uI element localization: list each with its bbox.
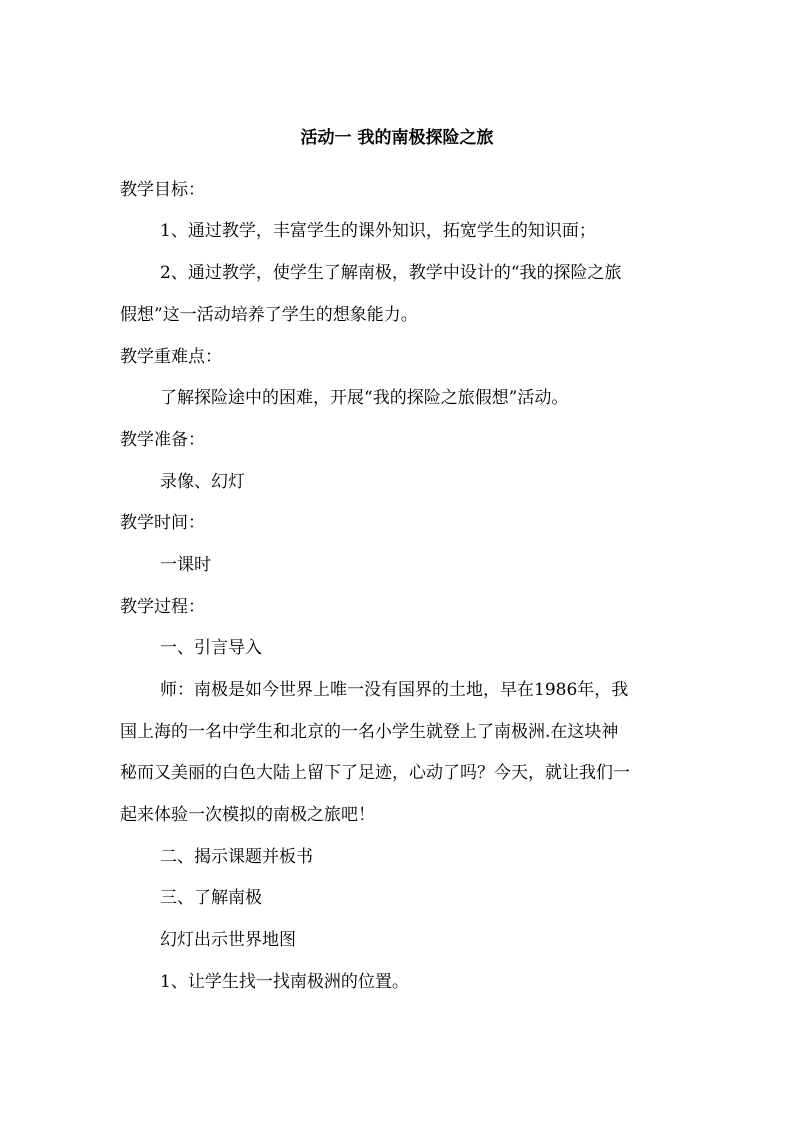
section-heading-objectives: 教学目标： — [120, 180, 205, 200]
paragraph-line: 一、引言导入 — [160, 638, 262, 658]
paragraph-line: 1、让学生找一找南极洲的位置。 — [160, 972, 409, 992]
paragraph-line: 了解探险途中的困难，开展“我的探险之旅假想”活动。 — [160, 388, 569, 408]
paragraph-line: 秘而又美丽的白色大陆上留下了足迹，心动了吗？今天，就让我们一 — [120, 763, 630, 783]
document-title: 活动一 我的南极探险之旅 — [300, 128, 494, 148]
paragraph-line: 师：南极是如今世界上唯一没有国界的土地，早在1986年，我 — [160, 680, 629, 700]
paragraph-line: 起来体验一次模拟的南极之旅吧！ — [120, 805, 375, 825]
paragraph-line: 幻灯出示世界地图 — [160, 930, 296, 950]
paragraph-line: 录像、幻灯 — [160, 472, 245, 492]
paragraph-line: 二、揭示课题并板书 — [160, 847, 313, 867]
section-heading-preparation: 教学准备： — [120, 430, 205, 450]
section-heading-time: 教学时间： — [120, 513, 205, 533]
paragraph-line: 2、通过教学，使学生了解南极，教学中设计的“我的探险之旅 — [160, 263, 622, 283]
paragraph-line: 一课时 — [160, 555, 211, 575]
paragraph-line: 假想”这一活动培养了学生的想象能力。 — [120, 305, 418, 325]
paragraph-line: 三、了解南极 — [160, 888, 262, 908]
section-heading-key-points: 教学重难点： — [120, 347, 222, 367]
paragraph-line: 1、通过教学，丰富学生的课外知识，拓宽学生的知识面； — [160, 221, 596, 241]
paragraph-line: 国上海的一名中学生和北京的一名小学生就登上了南极洲.在这块神 — [120, 722, 619, 742]
section-heading-process: 教学过程： — [120, 597, 205, 617]
